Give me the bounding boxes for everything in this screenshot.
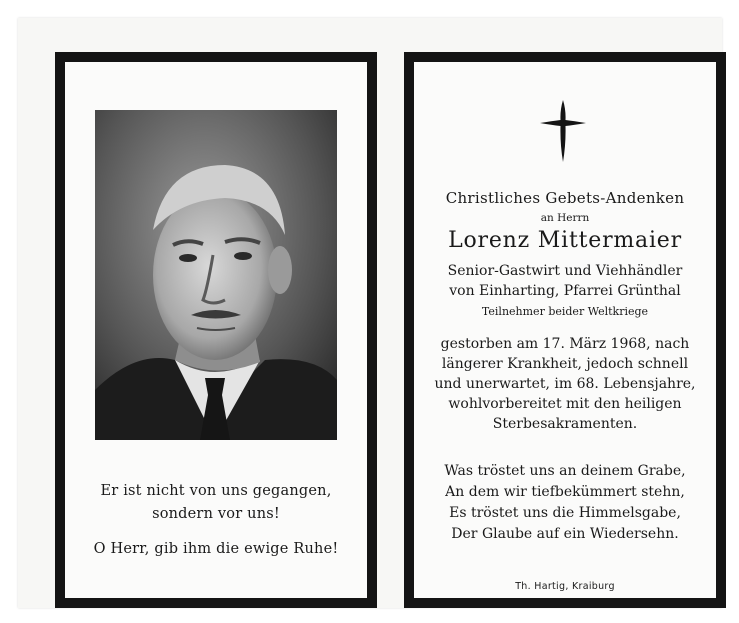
- occupation-line: Senior-Gastwirt und Viehhändler: [447, 263, 683, 279]
- deceased-name: Lorenz Mittermaier: [448, 228, 682, 253]
- right-panel: [404, 52, 726, 608]
- death-line: längerer Krankheit, jedoch schnell: [441, 356, 689, 372]
- poem: [414, 461, 716, 545]
- cross-icon: [540, 100, 586, 162]
- quote-line: sondern vor uns!: [152, 506, 280, 522]
- subheading: an Herrn: [540, 212, 590, 224]
- memorial-card: [18, 18, 722, 608]
- poem-line: Der Glaube auf ein Wiedersehn.: [451, 526, 679, 542]
- printer-credit: Th. Hartig, Kraiburg: [515, 581, 615, 592]
- death-line: gestorben am 17. März 1968, nach: [440, 336, 690, 352]
- death-notice: [414, 334, 716, 434]
- quote: [65, 480, 367, 526]
- heading: Christliches Gebets-Andenken: [445, 189, 685, 207]
- occupation-line: von Einharting, Pfarrei Grünthal: [449, 283, 681, 299]
- occupation: [414, 261, 716, 301]
- poem-line: An dem wir tiefbekümmert stehn,: [445, 484, 685, 500]
- prayer-text: O Herr, gib ihm die ewige Ruhe!: [93, 541, 339, 557]
- death-line: und unerwartet, im 68. Lebensjahre,: [434, 376, 696, 392]
- death-line: wohlvorbereitet mit den heiligen: [448, 396, 682, 412]
- left-panel: [55, 52, 377, 608]
- poem-line: Was tröstet uns an deinem Grabe,: [444, 463, 686, 479]
- death-line: Sterbesakramenten.: [492, 416, 638, 432]
- veteran-note: Teilnehmer beider Weltkriege: [481, 305, 649, 318]
- poem-line: Es tröstet uns die Himmelsgabe,: [449, 505, 681, 521]
- portrait-photo: [95, 110, 337, 440]
- quote-line: Er ist nicht von uns gegangen,: [100, 483, 332, 499]
